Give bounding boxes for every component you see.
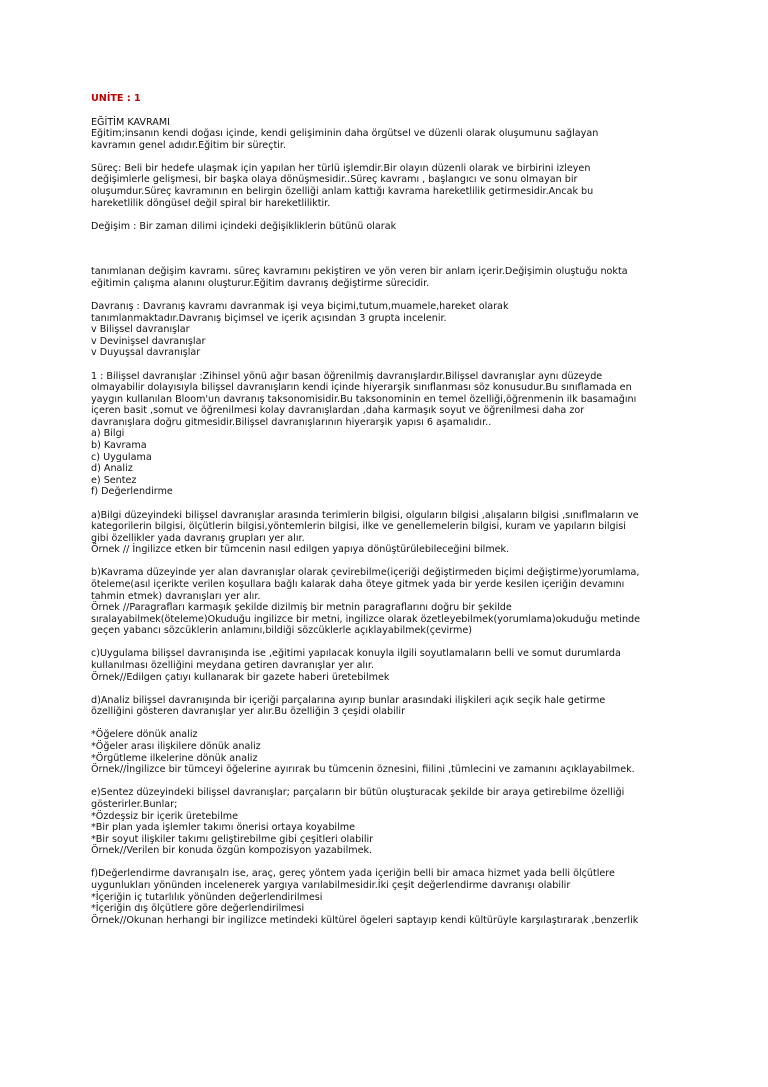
unit-title: UNİTE : 1 [91,93,141,104]
paragraph [91,221,683,233]
paragraph [91,510,683,556]
text-line: d) Analiz [91,463,133,475]
text-line: davranışlara doğru gitmesidir.Bilişsel davranışlarının hiyerarşik yapısı 6 aşamalıdır.. [91,416,492,428]
text-line: d)Analiz bilişsel davranışında bir içeriği parçalarına ayırıp bunlar arasındaki ilişkileri açık seçik hale getirme [91,694,606,706]
text-line: gibi özellikler yada davranış grupları yer alır. [91,532,305,544]
text-line: *Öğeler arası ilişkilere dönük analiz [91,741,261,753]
text-line: kategorilerin bilgisi, ölçütlerin bilgisi,yöntemlerin bilgisi, ilke ve genellemelerin bilgisi, kuram ve yapıların bilgisi [91,521,626,533]
text-line: *İçeriğin iç tutarlılık yönünden değerlendirilmesi [91,891,323,903]
paragraph [91,648,683,683]
text-line: Örnek //Paragrafları karmaşık şekilde dizilmiş bir metnin paragraflarını doğru bir şekilde [91,602,512,614]
text-line: Değişim : Bir zaman dilimi içindeki değişikliklerin bütünü olarak [91,220,397,232]
text-line: oluşumdur.Süreç kavramının en belirgin özelliği anlam kattığı kavrama hareketlilik getirmesidir.Ancak bu [91,186,594,198]
paragraph [91,567,683,637]
text-line: tanımlanmaktadır.Davranış biçimsel ve içerik açısından 3 grupta incelenir. [91,312,447,324]
text-line: Eğitim;insanın kendi doğası içinde, kendi gelişiminin daha örgütsel ve düzenli olarak oluşumunu sağlayan [91,128,599,140]
text-line: hareketlilik döngüsel değil spiral bir hareketliliktir. [91,197,331,209]
text-line: eğitimin çalışma alanını oluşturur.Eğitim davranış değiştirme sürecidir. [91,277,430,289]
text-line: öteleme(asıl içerikte verilen koşullara bağlı kalarak daha öteye gitmek yada bir yerde kesilen içeriğin devamını [91,579,625,590]
paragraph [91,729,683,775]
text-line: Örnek//Okunan herhangi bir ingilizce metindeki kültürel ögeleri saptayıp kendi kültürüyle karşılaştırarak ,benzerlik [91,914,639,926]
text-line: v Devinişsel davranışlar [91,335,206,347]
text-line: *Özdeşsiz bir içerik üretebilme [91,810,238,822]
text-line: *Öğelere dönük analiz [91,729,198,741]
text-line: Süreç: Beli bir hedefe ulaşmak için yapılan her türlü işlemdir.Bir olayın düzenli olarak ve birbirini izleyen [91,162,591,174]
text-line: *Bir soyut ilişkiler takımı geliştirebilme gibi çeşitleri olabilir [91,833,374,845]
text-line: Örnek // İngilizce etken bir tümcenin nasıl edilgen yapıya dönüştürülebileceğini bilmek. [91,544,510,556]
text-line: f) Değerlendirme [91,486,173,498]
text-line: değişimlerle gelişmesi, bir başka olaya dönüşmesidir..Süreç kavramı , başlangıcı ve sonu olmayan bir [91,174,578,186]
text-line: b) Kavrama [91,440,147,452]
text-line: uygunlukları yönünden incelenerek yargıya varılabilmesidir.İki çeşit değerlendirme davranışı olabilir [91,879,571,891]
text-line: c) Uygulama [91,451,152,463]
text-line: a) Bilgi [91,428,125,440]
text-line: özelliğini gösteren davranışlar yer alır.Bu özelliğin 3 çeşidi olabilir [91,706,406,718]
text-line: e) Sentez [91,474,137,486]
text-line: olmayabilir dolayısıyla bilişsel davranışların kendi içinde hiyerarşik sınıflanması söz konusudur.Bu sınıflamada en [91,382,632,394]
text-line: Örnek//İngilizce bir tümceyi öğelerine ayırırak bu tümcenin öznesini, fiilini ,tümlecini ve zamanını açıklayabilmek. [91,764,635,776]
document-page [91,93,683,938]
text-line: yaygın kullanılan Bloom'un davranış taksonomisidir.Bu taksonominin en temel özelliği,öğrenmenin ilk basamağını [91,393,637,405]
text-line: Örnek//Edilgen çatıyı kullanarak bir gazete haberi üretebilmek [91,671,390,683]
text-line: EĞİTİM KAVRAMI [91,116,170,128]
paragraph [91,868,683,926]
text-line: a)Bilgi düzeyindeki bilişsel davranışlar arasında terimlerin bilgisi, olguların bilgisi ,alışaların bilgisi ,sınıflmaların ve [91,509,639,521]
text-line: Davranış : Davranış kavramı davranmak işi veya biçimi,tutum,muamele,hareket olarak [91,301,509,313]
text-line: *Örgütleme ilkelerine dönük analiz [91,752,258,764]
paragraph [91,371,683,499]
text-line: v Duyuşsal davranışlar [91,347,201,359]
text-line: geçen yabancı sözcüklerin anlamını,bildiği sözcüklerle açıklayabilmek(çevirme) [91,625,472,637]
paragraph [91,787,683,857]
paragraph [91,117,683,152]
text-line: gösterirler.Bunlar; [91,798,178,810]
text-line: 1 : Bilişsel davranışlar :Zihinsel yönü ağır basan öğrenilmiş davranışlardır.Bilişsel davranışlar aynı düzeyde [91,370,603,382]
text-line: içeren basit ,somut ve öğrenilmesi kolay davranışlardan ,daha karmaşık soyut ve öğrenilmesi daha zor [91,405,585,417]
paragraph [91,301,683,359]
text-line: *Bir plan yada işlemler takımı önerisi ortaya koyabilme [91,822,355,834]
paragraph [91,163,683,209]
text-line: Örnek//Verilen bir konuda özgün kompozisyon yazabilmek. [91,845,373,857]
text-line: b)Kavrama düzeyinde yer alan davranışlar olarak çevirebilme(içeriği değiştirmeden biçimi değiştirme)yorumlama, [91,567,640,579]
text-line: e)Sentez düzeyindeki bilişsel davranışlar; parçaların bir bütün oluşturacak şekilde bir araya getirebilme özelliği [91,787,625,799]
paragraph [91,695,683,718]
text-line: kullanılması özelliğini meydana getiren davranışlar yer alır. [91,660,374,672]
text-line: tahmin etmek) davranışları yer alır. [91,590,261,602]
document-body [91,117,683,927]
text-line: f)Değerlendirme davranışalrı ise, araç, gereç yöntem yada içeriğin belli bir amaca hizmet yada belli ölçütlere [91,868,615,880]
paragraph [91,266,683,289]
text-line: *İçeriğin dış ölçütlere göre değerlendirilmesi [91,903,305,915]
text-line: tanımlanan değişim kavramı. süreç kavramını pekiştiren ve yön veren bir anlam içerir.Değişimin oluştuğu nokta [91,266,628,278]
text-line: c)Uygulama bilişsel davranışında ise ,eğitimi yapılacak konuyla ilgili soyutlamaların belli ve somut durumlarda [91,648,621,660]
text-line: sıralayabilmek(öteleme)Okuduğu ingilizce bir metni, ingilizce olarak özetleyebilmek(yorumlama)okuduğu metinde [91,613,641,625]
text-line: v Bilişsel davranışlar [91,324,190,336]
text-line: kavramın genel adıdır.Eğitim bir süreçtir. [91,139,287,151]
